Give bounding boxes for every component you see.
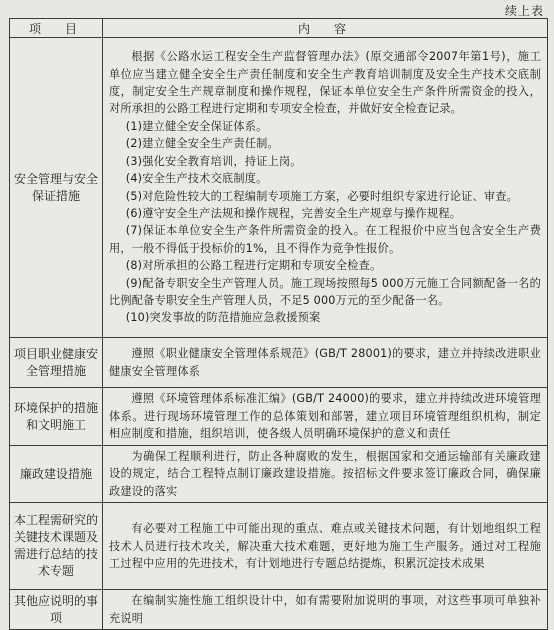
row-content	[103, 338, 548, 388]
row-content	[103, 590, 548, 630]
safety-item: (2)建立健全安全生产责任制。	[125, 137, 279, 151]
safety-item: (8)对所承担的公路工程进行定期和专项安全检查。	[125, 259, 382, 273]
research-text: 有必要对工程施工中可能出现的重点、难点或关键技术问题，有计划地组织工程技术人员进行技术攻关，解决重大技术难题，更好地为施工生产服务。通过对工程施工过程中应用的先进技术，有计划地进行专题总结提炼，积累沉淀技术成果	[109, 522, 541, 570]
health-text: 遵照《职业健康安全管理体系规范》(GB/T 28001)的要求，建立并持续改进职业健康安全管理体系	[109, 347, 541, 378]
clean-text: 为确保工程顺利进行，防止各种腐败的发生，根据国家和交通运输部有关廉政建设的规定，结合工程特点制订廉政建设措施。按招标文件要求签订廉政合同，确保廉政建设的落实	[109, 450, 541, 498]
row-label: 环境保护的措施和文明施工	[10, 388, 103, 446]
safety-item: (3)强化安全教育培训，持证上岗。	[125, 154, 302, 168]
row-content	[103, 388, 548, 446]
row-label: 廉政建设措施	[10, 446, 103, 503]
table-header-row	[10, 19, 548, 38]
safety-item: (4)安全生产技术交底制度。	[125, 172, 268, 186]
row-label: 安全管理与安全保证措施	[10, 38, 103, 338]
table-row-environment	[10, 388, 548, 446]
header-item: 项 目	[10, 19, 103, 38]
table-row-other	[10, 590, 548, 630]
safety-item: (10)突发事故的防范措施应急救援预案	[125, 311, 321, 325]
table-row-health	[10, 338, 548, 388]
construction-measures-table	[9, 18, 548, 630]
row-label: 本工程需研究的关键技术课题及需进行总结的技术专题	[10, 503, 103, 590]
row-label: 项目职业健康安全管理措施	[10, 338, 103, 388]
safety-item: (1)建立健全安全保证体系。	[125, 119, 268, 133]
safety-item: (5)对危险性较大的工程编制专项施工方案，必要时组织专家进行论证、审查。	[125, 189, 519, 203]
table-row-integrity	[10, 446, 548, 503]
safety-item: (9)配备专职安全生产管理人员。施工现场按照每5 000万元施工合同额配备一名的比例配备专职安全生产管理人员，不足5 000万元的至少配备一名。	[109, 276, 541, 307]
table-row-research	[10, 503, 548, 590]
row-content	[103, 38, 548, 338]
table-row-safety	[10, 38, 548, 338]
safety-item: (7)保证本单位安全生产条件所需资金的投入。在工程报价中应当包含安全生产费用，一般不得低于投标价的1%，且不得作为竞争性报价。	[109, 224, 541, 255]
other-text: 在编制实施性施工组织设计中，如有需要附加说明的事项，对这些事项可单独补充说明	[109, 594, 541, 625]
header-content: 内 容	[103, 19, 548, 38]
env-text: 遵照《环境管理体系标准汇编》(GB/T 24000)的要求，建立并持续改进环境管理体系。进行现场环境管理工作的总体策划和部署，建立项目环境管理组织机构，制定相应制度和措施，组织培训，使各级人员明确环境保护的意义和责任	[109, 392, 541, 441]
continued-label: 续上表	[504, 4, 544, 18]
row-content	[103, 446, 548, 503]
row-label: 其他应说明的事项	[10, 590, 103, 630]
safety-intro: 根据《公路水运工程安全生产监督管理办法》(原交通部令2007年第1号)，施工单位应当建立健全安全生产责任制度和安全生产教育培训制度及安全生产技术交底制度，制定安全生产规章制度和操作规程，保证本单位安全生产条件所需资金的投入，对所承担的公路工程进行定期和专项安全检查，并做好安全检查记录。	[109, 50, 541, 116]
safety-item: (6)遵守安全生产法规和操作规程，完善安全生产规章与操作规程。	[125, 206, 462, 220]
row-content	[103, 503, 548, 590]
